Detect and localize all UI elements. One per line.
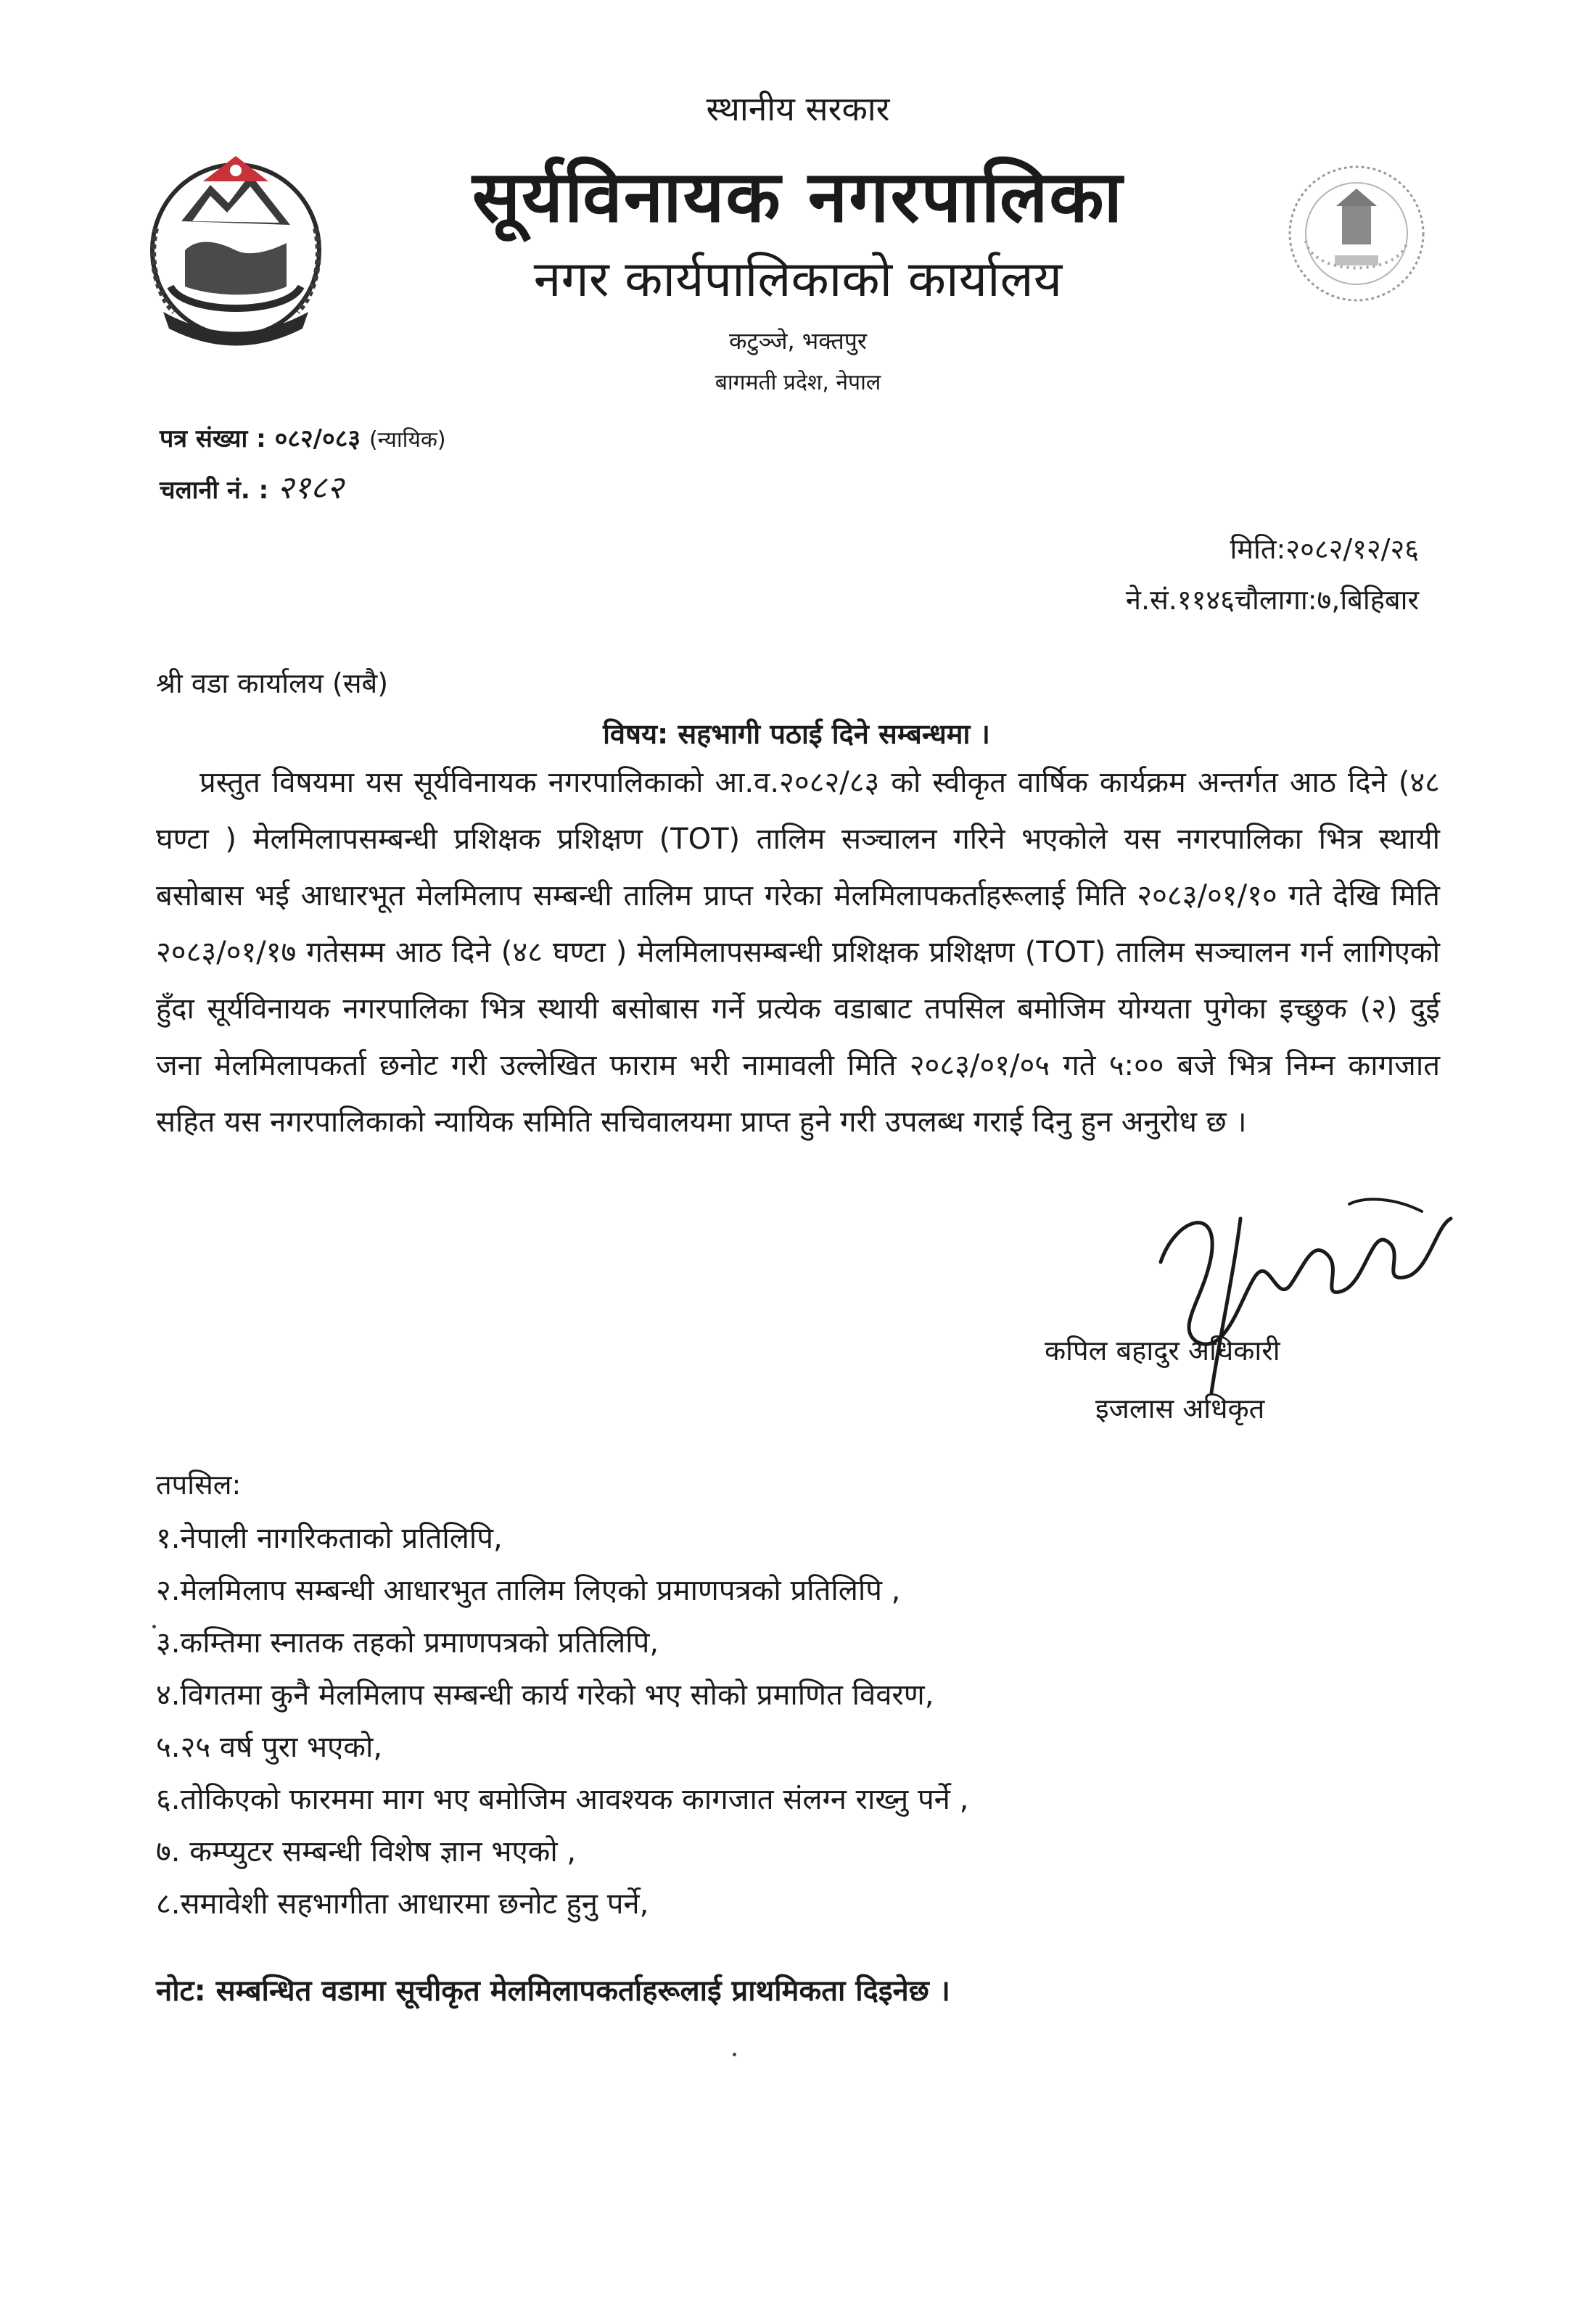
- government-level: स्थानीय सरकार: [706, 89, 890, 128]
- letter-number-value: : ०८२/०८३: [256, 424, 361, 453]
- subject-line: विषय: सहभागी पठाई दिने सम्बन्धमा ।: [603, 718, 990, 750]
- office-name: नगर कार्यपालिकाको कार्यालय: [533, 251, 1063, 308]
- note-text: सम्बन्धित वडामा सूचीकृत मेलमिलापकर्ताहरूलाई प्राथमिकता दिइनेछ ।: [215, 1974, 950, 2008]
- annex-item: २.मेलमिलाप सम्बन्धी आधारभुत तालिम लिएको प्रमाणपत्रको प्रतिलिपि ,: [156, 1574, 901, 1607]
- annex-item: १.नेपाली नागरिकताको प्रतिलिपि,: [156, 1522, 503, 1555]
- note: [156, 1969, 950, 2009]
- office-address: कटुञ्जे, भक्तपुर: [729, 327, 867, 355]
- scan-speck: [733, 2053, 736, 2056]
- annex-item: ५.२५ वर्ष पुरा भएको,: [156, 1731, 383, 1764]
- annex-item: ३.कम्तिमा स्नातक तहको प्रमाणपत्रको प्रतिलिपि,: [156, 1626, 659, 1660]
- scan-speck: [152, 1625, 156, 1628]
- dispatch-value: २१८२: [277, 469, 344, 506]
- handwritten-signature: [1132, 1175, 1480, 1407]
- letter-number-label: पत्र संख्या: [160, 424, 248, 453]
- annex-item: ८.समावेशी सहभागीता आधारमा छनोट हुनु पर्ने,: [156, 1887, 649, 1921]
- letter-date: मिति:२०८२/१२/२६: [1230, 533, 1419, 565]
- recipient: श्री वडा कार्यालय (सबै): [156, 667, 389, 699]
- office-province: बागमती प्रदेश, नेपाल: [715, 370, 881, 395]
- annex-item: ४.विगतमा कुनै मेलमिलाप सम्बन्धी कार्य गरेको भए सोको प्रमाणित विवरण,: [156, 1678, 934, 1712]
- annex-title: तपसिल:: [156, 1469, 242, 1501]
- dispatch-label: चलानी नं. :: [160, 476, 269, 505]
- dispatch-number: [160, 464, 344, 508]
- signatory-title: इजलास अधिकृत: [1095, 1393, 1265, 1425]
- municipality-name: सूर्यविनायक नगरपालिका: [472, 156, 1124, 239]
- letter-number: [160, 421, 446, 454]
- note-label: नोट:: [156, 1974, 206, 2008]
- letter-number-tag: (न्यायिक): [369, 427, 446, 453]
- annex-item: ६.तोकिएको फारममा माग भए बमोजिम आवश्यक कागजात संलग्न राख्नु पर्ने ,: [156, 1783, 969, 1816]
- nepal-sambat-date: ने.सं.११४६चौलागा:७,बिहिबार: [1125, 584, 1419, 616]
- body-paragraph: प्रस्तुत विषयमा यस सूर्यविनायक नगरपालिकाको आ.व.२०८२/८३ को स्वीकृत वार्षिक कार्यक्रम अन्तर्गत आठ दिने (४८ घण्टा ) मेलमिलापसम्बन्धी प्रशिक्षक प्रशिक्षण (TOT) तालिम सञ्चालन गरिने भएकोले यस नगरपालिका भित्र स्थायी बसोबास भई आधारभूत मेलमिलाप सम्बन्धी तालिम प्राप्त गरेका मेलमिलापकर्ताहरूलाई मिति २०८३/०१/१० गते देखि मिति २०८३/०१/१७ गतेसम्म आठ दिने (४८ घण्टा ) मेलमिलापसम्बन्धी प्रशिक्षक प्रशिक्षण (TOT) तालिम सञ्चालन गर्न लागिएको हुँदा सूर्यविनायक नगरपालिका भित्र स्थायी बसोबास गर्ने प्रत्येक वडाबाट तपसिल बमोजिम योग्यता पुगेका इच्छुक (२) दुई जना मेलमिलापकर्ता छनोट गरी उल्लेखित फाराम भरी नामावली मिति २०८३/०१/०५ गते ५:०० बजे भित्र निम्न कागजात सहित यस नगरपालिकाको न्यायिक समिति सचिवालयमा प्राप्त हुने गरी उपलब्ध गराई दिनु हुन अनुरोध छ ।: [156, 766, 1440, 1139]
- nepal-emblem-icon: [141, 141, 330, 352]
- signatory-name: कपिल बहादुर अधिकारी: [1045, 1335, 1280, 1367]
- annex-list: [156, 1512, 968, 1930]
- municipal-seal-icon: [1284, 161, 1429, 306]
- annex-item: ७. कम्प्युटर सम्बन्धी विशेष ज्ञान भएको ,: [156, 1835, 577, 1868]
